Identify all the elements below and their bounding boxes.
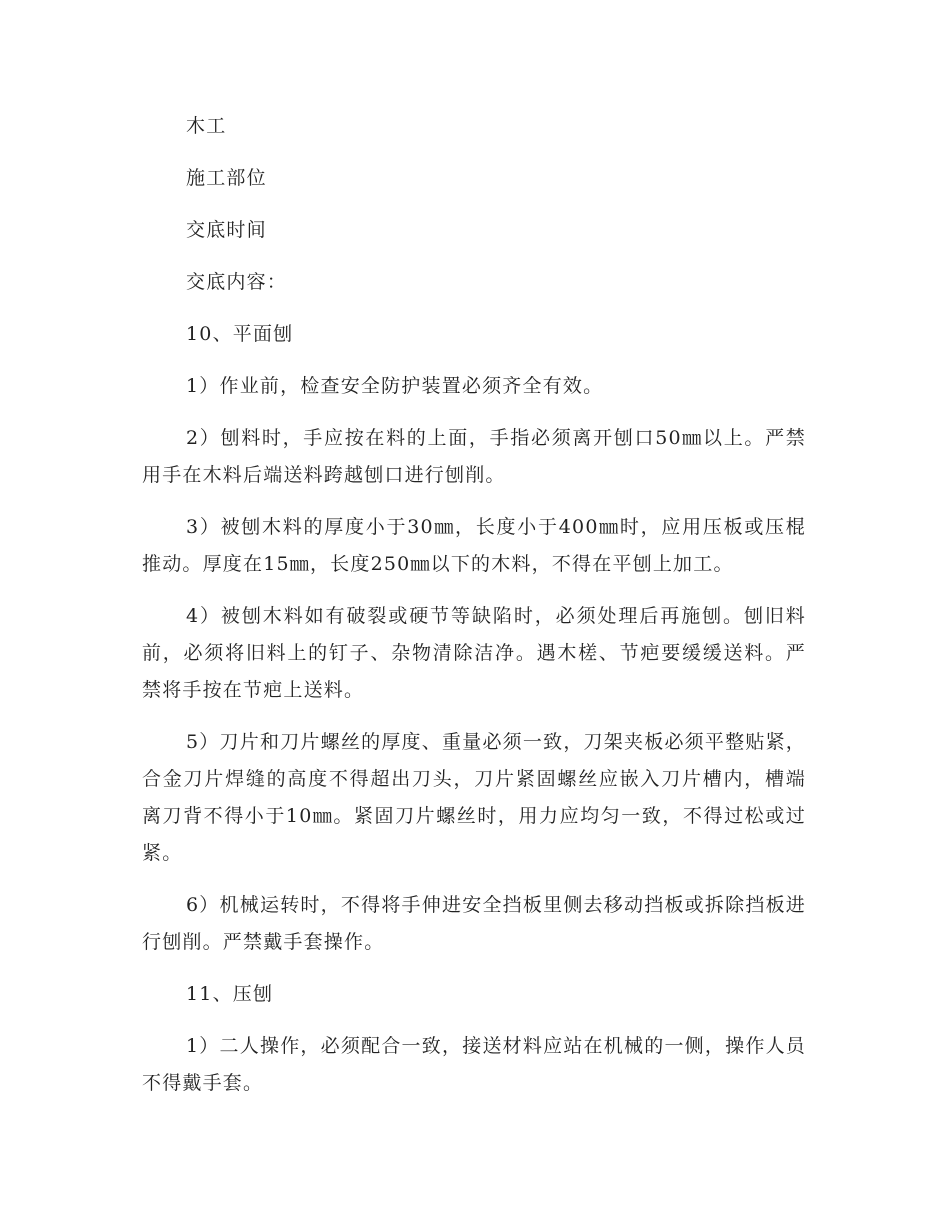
section-heading-planer: 10、平面刨 (186, 323, 294, 345)
document-body (142, 108, 806, 1117)
paragraph-construction-location: 施工部位 (186, 167, 267, 189)
paragraph-briefing-time: 交底时间 (186, 219, 267, 241)
paragraph-title: 木工 (186, 115, 227, 137)
paragraph-item: 2）刨料时，手应按在料的上面，手指必须离开刨口50㎜以上。严禁用手在木料后端送料跨越刨口进行刨削。 (142, 427, 806, 486)
paragraph-item: 5）刀片和刀片螺丝的厚度、重量必须一致，刀架夹板必须平整贴紧，合金刀片焊缝的高度不得超出刀头，刀片紧固螺丝应嵌入刀片槽内，槽端离刀背不得小于10㎜。紧固刀片螺丝时，用力应均匀一致，不得过松或过紧。 (142, 731, 806, 864)
paragraph-item: 1）作业前，检查安全防护装置必须齐全有效。 (186, 375, 604, 397)
paragraph-item: 1）二人操作，必须配合一致，接送材料应站在机械的一侧，操作人员不得戴手套。 (142, 1035, 806, 1094)
section-heading-thickness-planer: 11、压刨 (186, 983, 274, 1005)
paragraph-item: 6）机械运转时，不得将手伸进安全挡板里侧去移动挡板或拆除挡板进行刨削。严禁戴手套操作。 (142, 894, 806, 953)
paragraph-item: 4）被刨木料如有破裂或硬节等缺陷时，必须处理后再施刨。刨旧料前，必须将旧料上的钉子、杂物清除洁净。遇木槎、节疤要缓缓送料。严禁将手按在节疤上送料。 (142, 605, 806, 701)
paragraph-briefing-content: 交底内容： (186, 271, 288, 293)
paragraph-item: 3）被刨木料的厚度小于30㎜，长度小于400㎜时，应用压板或压棍推动。厚度在15㎜，长度250㎜以下的木料，不得在平刨上加工。 (142, 516, 806, 575)
